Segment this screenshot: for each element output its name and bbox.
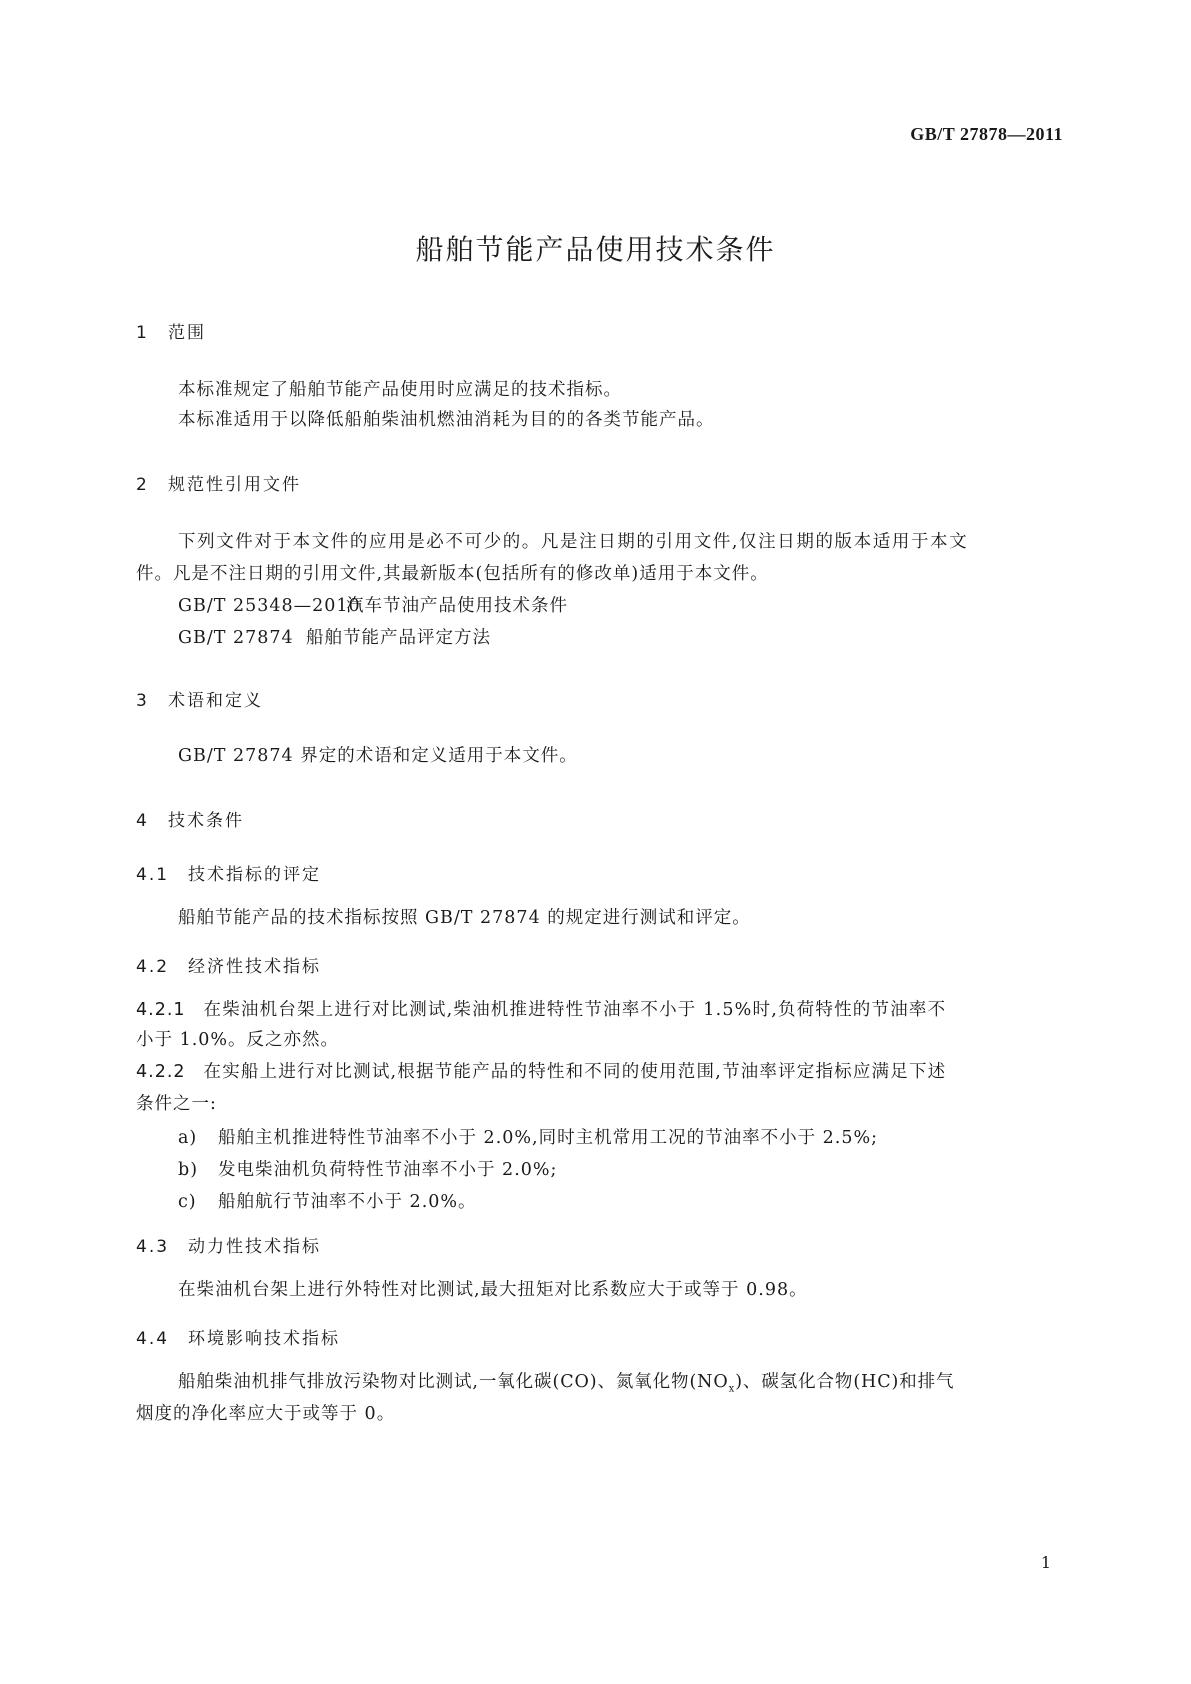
- section-3-heading: [136, 686, 263, 711]
- section-4-heading: [136, 806, 244, 831]
- paragraph-text: 船舶柴油机排气排放污染物对比测试,一氧化碳(CO)、氮氧化物(NO: [178, 1372, 729, 1392]
- reference-code: GB/T 27874: [178, 628, 294, 648]
- paragraph: 本标准适用于以降低船舶柴油机燃油消耗为目的的各类节能产品。: [178, 410, 715, 430]
- section-title: 术语和定义: [168, 691, 263, 711]
- list-marker: b): [178, 1160, 199, 1180]
- list-item: [178, 1124, 878, 1149]
- clause-number: 4.2.1: [136, 1000, 186, 1020]
- clause-text: 在实船上进行对比测试,根据节能产品的特性和不同的使用范围,节油率评定指标应满足下述: [203, 1062, 947, 1082]
- subsection-4-4-heading: [136, 1324, 340, 1349]
- subsection-4-1-heading: [136, 860, 321, 885]
- paragraph: 小于 1.0%。反之亦然。: [136, 1030, 340, 1050]
- clause-number: 4.2.2: [136, 1062, 186, 1082]
- standard-number: GB/T 27878—2011: [910, 124, 1063, 144]
- subsection-4-3-heading: [136, 1232, 321, 1257]
- paragraph: 条件之一:: [136, 1094, 217, 1114]
- subsection-title: 经济性技术指标: [188, 957, 321, 977]
- paragraph: 件。凡是不注日期的引用文件,其最新版本(包括所有的修改单)适用于本文件。: [136, 564, 769, 584]
- list-marker: a): [178, 1128, 198, 1148]
- section-2-heading: [136, 470, 301, 495]
- clause-4-2-1: [136, 996, 946, 1021]
- document-title: 船舶节能产品使用技术条件: [415, 233, 776, 266]
- list-item-text: 船舶航行节油率不小于 2.0%。: [218, 1192, 477, 1212]
- section-number: 2: [136, 475, 149, 495]
- paragraph: 船舶节能产品的技术指标按照 GB/T 27874 的规定进行测试和评定。: [178, 908, 751, 928]
- list-item: [178, 1156, 557, 1181]
- section-number: 4: [136, 811, 149, 831]
- subsection-number: 4.3: [136, 1237, 170, 1257]
- clause-text: 在柴油机台架上进行对比测试,柴油机推进特性节油率不小于 1.5%时,负荷特性的节油率不: [203, 1000, 947, 1020]
- reference-title: 船舶节能产品评定方法: [306, 628, 491, 648]
- reference-title: 汽车节油产品使用技术条件: [346, 596, 568, 616]
- list-item-text: 船舶主机推进特性节油率不小于 2.0%,同时主机常用工况的节油率不小于 2.5%;: [218, 1128, 879, 1148]
- section-title: 范围: [168, 323, 206, 343]
- normative-reference: [178, 624, 491, 649]
- section-number: 3: [136, 691, 149, 711]
- subsection-number: 4.1: [136, 865, 170, 885]
- paragraph-text: )、碳氢化合物(HC)和排气: [735, 1372, 955, 1392]
- paragraph: 烟度的净化率应大于或等于 0。: [136, 1404, 396, 1424]
- section-title: 规范性引用文件: [168, 475, 301, 495]
- subsection-title: 技术指标的评定: [188, 865, 321, 885]
- section-1-heading: [136, 318, 206, 343]
- clause-4-2-2: [136, 1058, 946, 1083]
- list-item-text: 发电柴油机负荷特性节油率不小于 2.0%;: [218, 1160, 558, 1180]
- paragraph: [178, 1368, 954, 1395]
- reference-code: GB/T 25348—2010: [178, 596, 361, 616]
- section-title: 技术条件: [168, 811, 244, 831]
- subsection-number: 4.4: [136, 1329, 170, 1349]
- paragraph: 在柴油机台架上进行外特性对比测试,最大扭矩对比系数应大于或等于 0.98。: [178, 1280, 808, 1300]
- normative-reference: [178, 592, 568, 617]
- paragraph: GB/T 27874 界定的术语和定义适用于本文件。: [178, 746, 578, 766]
- list-marker: c): [178, 1192, 197, 1212]
- list-item: [178, 1188, 477, 1213]
- page-number: 1: [1040, 1553, 1051, 1572]
- paragraph: 下列文件对于本文件的应用是必不可少的。凡是注日期的引用文件,仅注日期的版本适用于本文: [178, 532, 969, 552]
- subsection-title: 环境影响技术指标: [188, 1329, 340, 1349]
- subscript: x: [728, 1383, 736, 1395]
- subsection-4-2-heading: [136, 952, 321, 977]
- section-number: 1: [136, 323, 149, 343]
- subsection-title: 动力性技术指标: [188, 1237, 321, 1257]
- paragraph: 本标准规定了船舶节能产品使用时应满足的技术指标。: [178, 380, 622, 400]
- subsection-number: 4.2: [136, 957, 170, 977]
